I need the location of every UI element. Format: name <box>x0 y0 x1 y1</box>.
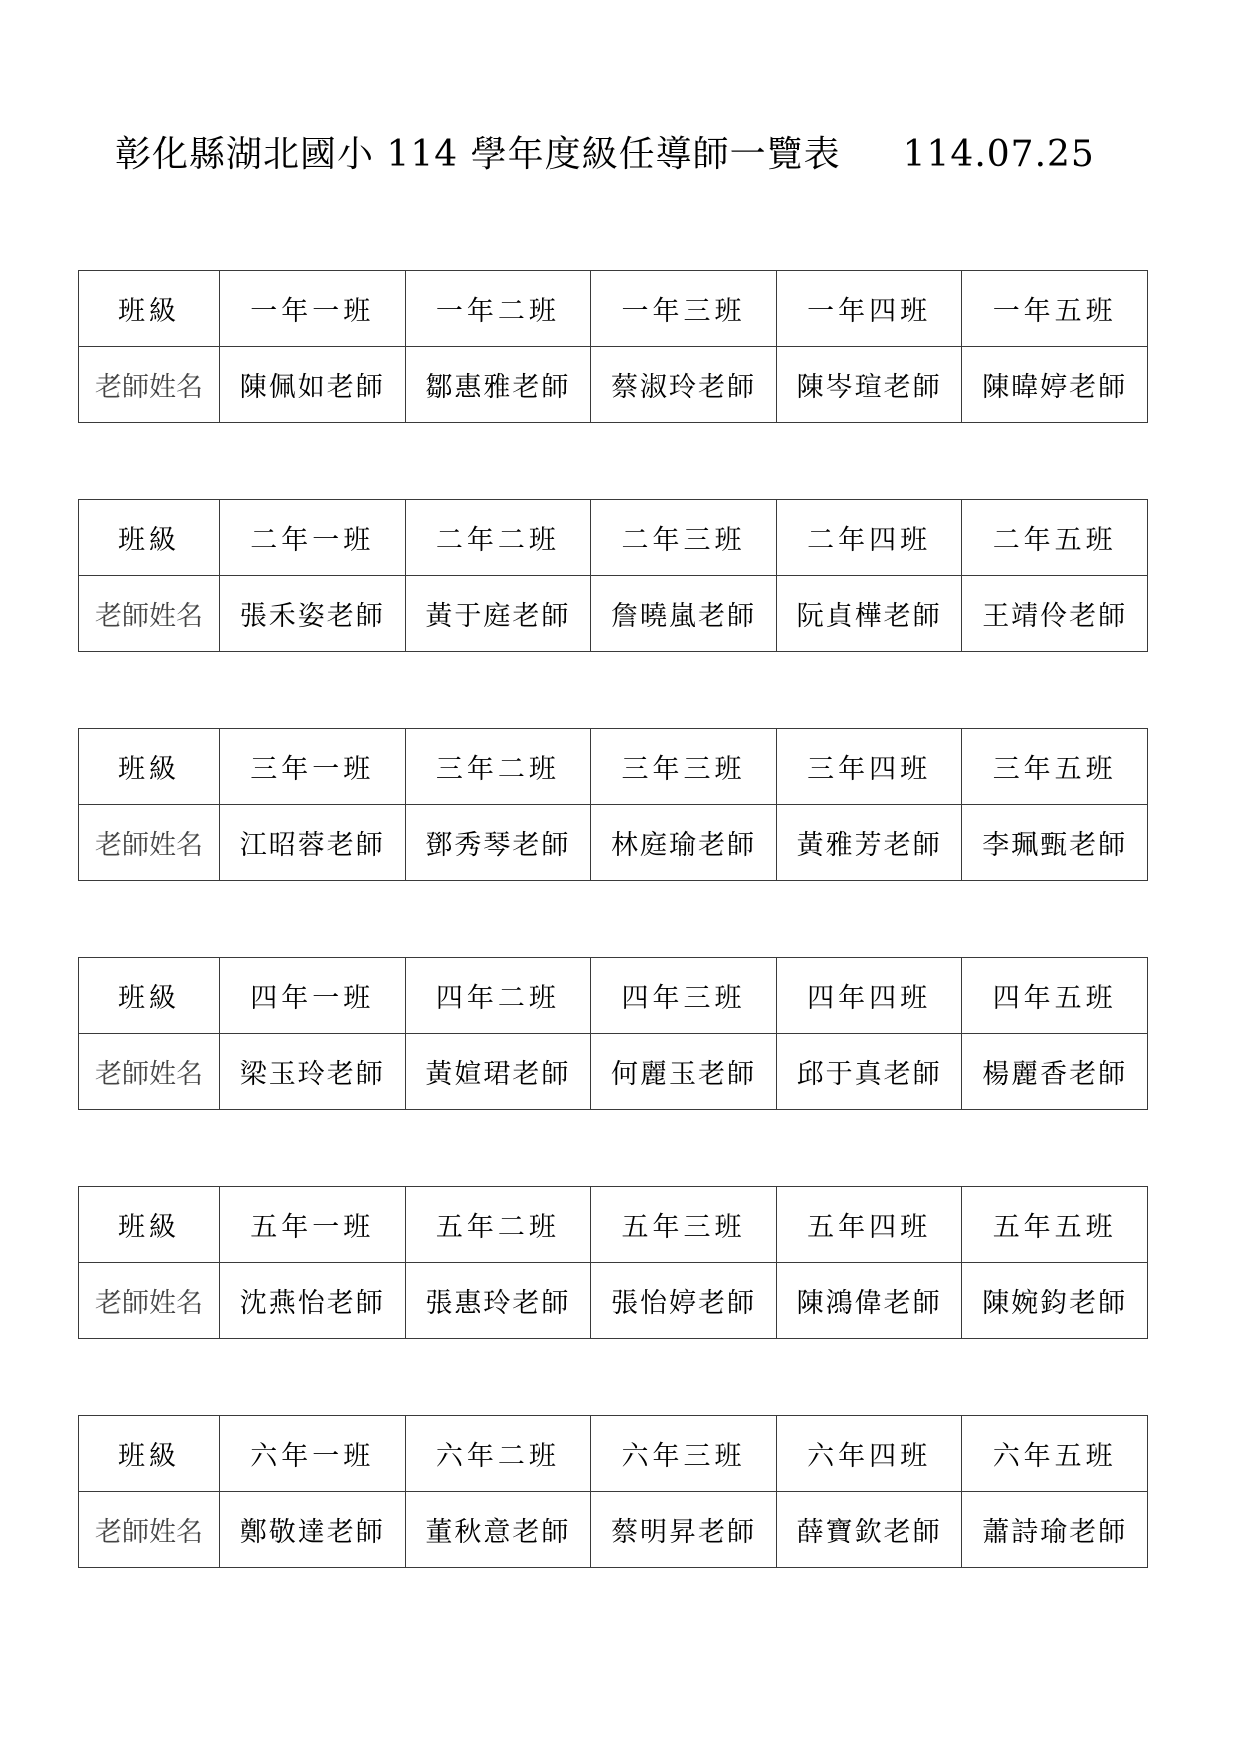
class-row <box>79 729 1148 805</box>
class-cell: 六年二班 <box>405 1416 591 1492</box>
teacher-cell: 蔡明昇老師 <box>591 1492 777 1568</box>
class-cell: 二年五班 <box>962 500 1148 576</box>
teacher-cell: 張禾姿老師 <box>220 576 406 652</box>
teacher-cell: 黃雅芳老師 <box>776 805 962 881</box>
class-row <box>79 1416 1148 1492</box>
teacher-cell: 張惠玲老師 <box>405 1263 591 1339</box>
class-cell: 二年四班 <box>776 500 962 576</box>
teacher-cell: 陳岑瑄老師 <box>776 347 962 423</box>
teacher-row-label: 老師姓名 <box>79 1034 220 1110</box>
teacher-cell: 陳鴻偉老師 <box>776 1263 962 1339</box>
grade-2-table <box>78 499 1148 652</box>
class-cell: 三年五班 <box>962 729 1148 805</box>
class-cell: 四年四班 <box>776 958 962 1034</box>
class-cell: 二年一班 <box>220 500 406 576</box>
teacher-cell: 鄭敬達老師 <box>220 1492 406 1568</box>
roster-tables <box>78 270 1148 1644</box>
teacher-cell: 江昭蓉老師 <box>220 805 406 881</box>
class-cell: 五年五班 <box>962 1187 1148 1263</box>
class-row-label: 班級 <box>79 271 220 347</box>
teacher-row-label: 老師姓名 <box>79 576 220 652</box>
teacher-cell: 楊麗香老師 <box>962 1034 1148 1110</box>
teacher-cell: 黃于庭老師 <box>405 576 591 652</box>
class-cell: 三年四班 <box>776 729 962 805</box>
teacher-cell: 邱于真老師 <box>776 1034 962 1110</box>
class-cell: 三年二班 <box>405 729 591 805</box>
page-title <box>115 126 1095 177</box>
class-cell: 一年一班 <box>220 271 406 347</box>
teacher-cell: 林庭瑜老師 <box>591 805 777 881</box>
class-cell: 四年三班 <box>591 958 777 1034</box>
teacher-row <box>79 805 1148 881</box>
teacher-cell: 陳婉鈞老師 <box>962 1263 1148 1339</box>
class-row-label: 班級 <box>79 1187 220 1263</box>
class-cell: 一年五班 <box>962 271 1148 347</box>
class-row <box>79 271 1148 347</box>
class-cell: 五年四班 <box>776 1187 962 1263</box>
class-cell: 六年一班 <box>220 1416 406 1492</box>
grade-1-table <box>78 270 1148 423</box>
teacher-cell: 蔡淑玲老師 <box>591 347 777 423</box>
grade-4-table <box>78 957 1148 1110</box>
class-cell: 四年五班 <box>962 958 1148 1034</box>
class-cell: 一年三班 <box>591 271 777 347</box>
class-row <box>79 958 1148 1034</box>
teacher-cell: 董秋意老師 <box>405 1492 591 1568</box>
teacher-cell: 阮貞樺老師 <box>776 576 962 652</box>
class-cell: 五年一班 <box>220 1187 406 1263</box>
class-cell: 四年一班 <box>220 958 406 1034</box>
teacher-cell: 黃媗珺老師 <box>405 1034 591 1110</box>
class-cell: 六年五班 <box>962 1416 1148 1492</box>
class-cell: 二年三班 <box>591 500 777 576</box>
teacher-cell: 鄧秀琴老師 <box>405 805 591 881</box>
teacher-cell: 李珮甄老師 <box>962 805 1148 881</box>
teacher-row <box>79 1034 1148 1110</box>
teacher-cell: 鄒惠雅老師 <box>405 347 591 423</box>
teacher-cell: 陳佩如老師 <box>220 347 406 423</box>
teacher-cell: 薛寶欽老師 <box>776 1492 962 1568</box>
document-date: 114.07.25 <box>902 134 1095 175</box>
grade-3-table <box>78 728 1148 881</box>
teacher-row <box>79 347 1148 423</box>
teacher-row <box>79 1492 1148 1568</box>
class-row-label: 班級 <box>79 1416 220 1492</box>
teacher-cell: 沈燕怡老師 <box>220 1263 406 1339</box>
class-cell: 一年二班 <box>405 271 591 347</box>
teacher-row-label: 老師姓名 <box>79 805 220 881</box>
teacher-row-label: 老師姓名 <box>79 347 220 423</box>
teacher-row-label: 老師姓名 <box>79 1263 220 1339</box>
teacher-cell: 何麗玉老師 <box>591 1034 777 1110</box>
class-row <box>79 1187 1148 1263</box>
title-text: 彰化縣湖北國小 114 學年度級任導師一覽表 <box>115 134 841 175</box>
class-cell: 四年二班 <box>405 958 591 1034</box>
grade-5-table <box>78 1186 1148 1339</box>
teacher-cell: 張怡婷老師 <box>591 1263 777 1339</box>
teacher-row <box>79 1263 1148 1339</box>
teacher-cell: 陳暐婷老師 <box>962 347 1148 423</box>
grade-6-table <box>78 1415 1148 1568</box>
class-cell: 三年一班 <box>220 729 406 805</box>
teacher-cell: 詹曉嵐老師 <box>591 576 777 652</box>
class-cell: 一年四班 <box>776 271 962 347</box>
class-cell: 五年三班 <box>591 1187 777 1263</box>
class-cell: 五年二班 <box>405 1187 591 1263</box>
class-cell: 二年二班 <box>405 500 591 576</box>
class-row-label: 班級 <box>79 958 220 1034</box>
teacher-cell: 梁玉玲老師 <box>220 1034 406 1110</box>
teacher-cell: 蕭詩瑜老師 <box>962 1492 1148 1568</box>
class-cell: 六年三班 <box>591 1416 777 1492</box>
teacher-row <box>79 576 1148 652</box>
class-row-label: 班級 <box>79 500 220 576</box>
teacher-cell: 王靖伶老師 <box>962 576 1148 652</box>
class-cell: 六年四班 <box>776 1416 962 1492</box>
teacher-row-label: 老師姓名 <box>79 1492 220 1568</box>
class-cell: 三年三班 <box>591 729 777 805</box>
class-row <box>79 500 1148 576</box>
class-row-label: 班級 <box>79 729 220 805</box>
